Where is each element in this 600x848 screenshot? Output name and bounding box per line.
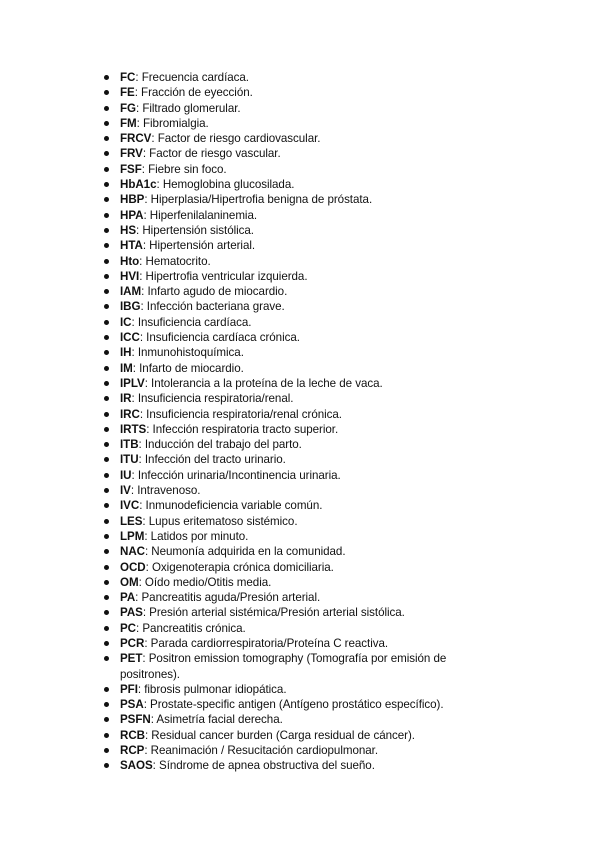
list-item: [102, 605, 482, 620]
bullet-icon: [104, 565, 109, 570]
list-item: [102, 70, 482, 85]
list-item: [102, 529, 482, 544]
abbreviation-definition: : fibrosis pulmonar idiopática.: [137, 682, 287, 696]
list-item: [102, 376, 482, 391]
list-item: [102, 223, 482, 238]
bullet-icon: [104, 396, 109, 401]
abbreviation-term: FG: [120, 101, 136, 115]
abbreviation-term: FC: [120, 71, 136, 84]
abbreviation-definition: : Parada cardiorrespiratoria/Proteína C reactiva.: [144, 636, 389, 650]
bullet-icon: [104, 412, 109, 417]
list-item: [102, 728, 482, 743]
abbreviation-term: NAC: [120, 545, 145, 559]
abbreviation-term: LES: [120, 514, 143, 528]
list-item: [102, 146, 482, 161]
abbreviation-term: PC: [120, 621, 137, 635]
abbreviation-term: FRCV: [120, 132, 152, 146]
abbreviation-definition: : Factor de riesgo vascular.: [142, 147, 281, 161]
list-item: [102, 407, 482, 422]
abbreviation-definition: : Fiebre sin foco.: [141, 162, 227, 176]
abbreviation-term: ITB: [120, 438, 139, 452]
abbreviation-definition: : Factor de riesgo cardiovascular.: [151, 132, 321, 146]
list-item: [102, 177, 482, 192]
abbreviation-term: HPA: [120, 208, 144, 222]
bullet-icon: [104, 549, 109, 554]
bullet-icon: [104, 534, 109, 539]
bullet-icon: [104, 274, 109, 279]
abbreviation-term: IBG: [120, 300, 141, 314]
list-item: [102, 651, 482, 682]
abbreviation-term: ICC: [120, 331, 140, 345]
abbreviation-term: IH: [120, 346, 132, 360]
bullet-icon: [104, 733, 109, 738]
abbreviation-definition: : Positron emission tomography (Tomografía por emisión de positrones).: [120, 652, 447, 681]
bullet-icon: [104, 320, 109, 325]
abbreviation-definition: : Pancreatitis aguda/Presión arterial.: [135, 591, 321, 605]
bullet-icon: [104, 427, 109, 432]
list-item: [102, 636, 482, 651]
abbreviation-definition: : Prostate-specific antigen (Antígeno prostático específico).: [143, 698, 444, 712]
abbreviation-definition: : Infarto agudo de miocardio.: [141, 285, 288, 299]
bullet-icon: [104, 687, 109, 692]
bullet-icon: [104, 641, 109, 646]
list-item: [102, 85, 482, 100]
bullet-icon: [104, 580, 109, 585]
abbreviation-term: IM: [120, 361, 133, 375]
list-item: [102, 208, 482, 223]
bullet-icon: [104, 243, 109, 248]
abbreviation-definition: : Infección urinaria/Incontinencia urinaria.: [131, 468, 341, 482]
list-item: [102, 330, 482, 345]
abbreviation-definition: : Hipertensión arterial.: [142, 239, 256, 253]
bullet-icon: [104, 442, 109, 447]
bullet-icon: [104, 197, 109, 202]
bullet-icon: [104, 748, 109, 753]
abbreviation-definition: : Síndrome de apnea obstructiva del sueño.: [152, 759, 375, 773]
abbreviation-term: OM: [120, 575, 139, 589]
bullet-icon: [104, 763, 109, 768]
abbreviation-definition: : Reanimación / Resucitación cardiopulmonar.: [144, 744, 379, 758]
abbreviation-definition: : Infección bacteriana grave.: [140, 300, 285, 314]
abbreviation-term: FRV: [120, 147, 143, 161]
list-item: [102, 452, 482, 467]
abbreviation-term: IU: [120, 468, 132, 482]
list-item: [102, 192, 482, 207]
list-item: [102, 254, 482, 269]
bullet-icon: [104, 304, 109, 309]
abbreviation-definition: : Filtrado glomerular.: [136, 101, 241, 115]
abbreviation-definition: : Intolerancia a la proteína de la leche de vaca.: [144, 376, 383, 390]
list-item: [102, 422, 482, 437]
abbreviation-term: SAOS: [120, 759, 153, 773]
list-item: [102, 284, 482, 299]
abbreviation-definition: : Hiperfenilalaninemia.: [143, 208, 258, 222]
abbreviation-definition: : Pancreatitis crónica.: [136, 621, 246, 635]
list-item: [102, 758, 482, 773]
bullet-icon: [104, 381, 109, 386]
abbreviation-list: [102, 70, 482, 774]
abbreviation-term: PFI: [120, 682, 138, 696]
list-item: [102, 299, 482, 314]
abbreviation-term: IPLV: [120, 376, 145, 390]
abbreviation-term: PA: [120, 591, 136, 605]
abbreviation-term: PSA: [120, 698, 144, 712]
abbreviation-term: IV: [120, 484, 131, 498]
bullet-icon: [104, 335, 109, 340]
list-item: [102, 682, 482, 697]
abbreviation-term: IVC: [120, 499, 140, 513]
abbreviation-term: FSF: [120, 162, 142, 176]
list-item: [102, 697, 482, 712]
bullet-icon: [104, 182, 109, 187]
bullet-icon: [104, 457, 109, 462]
abbreviation-definition: : Oxigenoterapia crónica domiciliaria.: [145, 560, 334, 574]
bullet-icon: [104, 213, 109, 218]
abbreviation-term: IRC: [120, 407, 140, 421]
abbreviation-term: IAM: [120, 285, 142, 299]
abbreviation-term: HbA1c: [120, 178, 157, 192]
bullet-icon: [104, 228, 109, 233]
abbreviation-term: PAS: [120, 606, 143, 620]
list-item: [102, 498, 482, 513]
bullet-icon: [104, 656, 109, 661]
abbreviation-definition: : Insuficiencia cardíaca.: [131, 315, 252, 329]
abbreviation-term: HVI: [120, 269, 140, 283]
abbreviation-definition: : Infección respiratoria tracto superior.: [146, 422, 339, 436]
abbreviation-term: IRTS: [120, 422, 147, 436]
list-item: [102, 361, 482, 376]
abbreviation-term: HTA: [120, 239, 143, 253]
list-item: [102, 712, 482, 727]
bullet-icon: [104, 289, 109, 294]
bullet-icon: [104, 626, 109, 631]
bullet-icon: [104, 473, 109, 478]
abbreviation-definition: : Hipertensión sistólica.: [136, 223, 254, 237]
abbreviation-definition: : Asimetría facial derecha.: [150, 713, 283, 727]
abbreviation-term: PET: [120, 652, 143, 666]
bullet-icon: [104, 503, 109, 508]
bullet-icon: [104, 702, 109, 707]
bullet-icon: [104, 259, 109, 264]
abbreviation-definition: : Intravenoso.: [130, 484, 201, 498]
abbreviation-term: PSFN: [120, 713, 151, 727]
abbreviation-definition: : Latidos por minuto.: [144, 529, 249, 543]
list-item: [102, 269, 482, 284]
abbreviation-definition: : Frecuencia cardíaca.: [135, 71, 249, 84]
abbreviation-definition: : Hematocrito.: [139, 254, 211, 268]
list-item: [102, 162, 482, 177]
abbreviation-definition: : Fracción de eyección.: [134, 86, 253, 100]
abbreviation-term: LPM: [120, 529, 145, 543]
abbreviation-definition: : Inducción del trabajo del parto.: [138, 438, 302, 452]
bullet-icon: [104, 106, 109, 111]
abbreviation-definition: : Insuficiencia respiratoria/renal crónica.: [139, 407, 342, 421]
abbreviation-definition: : Fibromialgia.: [136, 116, 209, 130]
bullet-icon: [104, 151, 109, 156]
list-item: [102, 590, 482, 605]
abbreviation-definition: : Presión arterial sistémica/Presión arterial sistólica.: [142, 606, 405, 620]
abbreviation-definition: : Insuficiencia respiratoria/renal.: [131, 392, 294, 406]
abbreviation-definition: : Oído medio/Otitis media.: [138, 575, 272, 589]
abbreviation-term: RCP: [120, 744, 145, 758]
list-item: [102, 743, 482, 758]
bullet-icon: [104, 350, 109, 355]
list-item: [102, 621, 482, 636]
abbreviation-definition: : Hiperplasia/Hipertrofia benigna de próstata.: [144, 193, 373, 207]
abbreviation-term: RCB: [120, 728, 145, 742]
list-item: [102, 468, 482, 483]
abbreviation-term: OCD: [120, 560, 146, 574]
abbreviation-term: FM: [120, 116, 137, 130]
list-item: [102, 575, 482, 590]
bullet-icon: [104, 90, 109, 95]
list-item: [102, 101, 482, 116]
abbreviation-definition: : Inmunohistoquímica.: [131, 346, 244, 360]
abbreviation-definition: : Infarto de miocardio.: [132, 361, 244, 375]
list-item: [102, 514, 482, 529]
bullet-icon: [104, 167, 109, 172]
abbreviation-term: IR: [120, 392, 132, 406]
list-item: [102, 131, 482, 146]
list-item: [102, 238, 482, 253]
list-item: [102, 345, 482, 360]
abbreviation-term: FE: [120, 86, 135, 100]
abbreviation-term: Hto: [120, 254, 140, 268]
abbreviation-term: IC: [120, 315, 132, 329]
list-item: [102, 315, 482, 330]
abbreviation-term: ITU: [120, 453, 139, 467]
abbreviation-definition: : Hemoglobina glucosilada.: [156, 178, 295, 192]
abbreviation-definition: : Infección del tracto urinario.: [138, 453, 286, 467]
bullet-icon: [104, 717, 109, 722]
bullet-icon: [104, 488, 109, 493]
abbreviation-term: PCR: [120, 636, 145, 650]
bullet-icon: [104, 136, 109, 141]
bullet-icon: [104, 595, 109, 600]
list-item: [102, 483, 482, 498]
list-item: [102, 544, 482, 559]
bullet-icon: [104, 366, 109, 371]
bullet-icon: [104, 519, 109, 524]
abbreviation-definition: : Residual cancer burden (Carga residual de cáncer).: [144, 728, 415, 742]
abbreviation-definition: : Insuficiencia cardíaca crónica.: [139, 331, 300, 345]
abbreviation-definition: : Inmunodeficiencia variable común.: [139, 499, 323, 513]
list-item: [102, 560, 482, 575]
abbreviation-definition: : Lupus eritematoso sistémico.: [142, 514, 298, 528]
abbreviation-definition: : Neumonía adquirida en la comunidad.: [144, 545, 346, 559]
abbreviation-term: HS: [120, 223, 137, 237]
bullet-icon: [104, 610, 109, 615]
bullet-icon: [104, 75, 109, 80]
abbreviation-definition: : Hipertrofia ventricular izquierda.: [139, 269, 308, 283]
list-item: [102, 116, 482, 131]
list-item: [102, 437, 482, 452]
list-item: [102, 391, 482, 406]
abbreviation-term: HBP: [120, 193, 145, 207]
bullet-icon: [104, 121, 109, 126]
